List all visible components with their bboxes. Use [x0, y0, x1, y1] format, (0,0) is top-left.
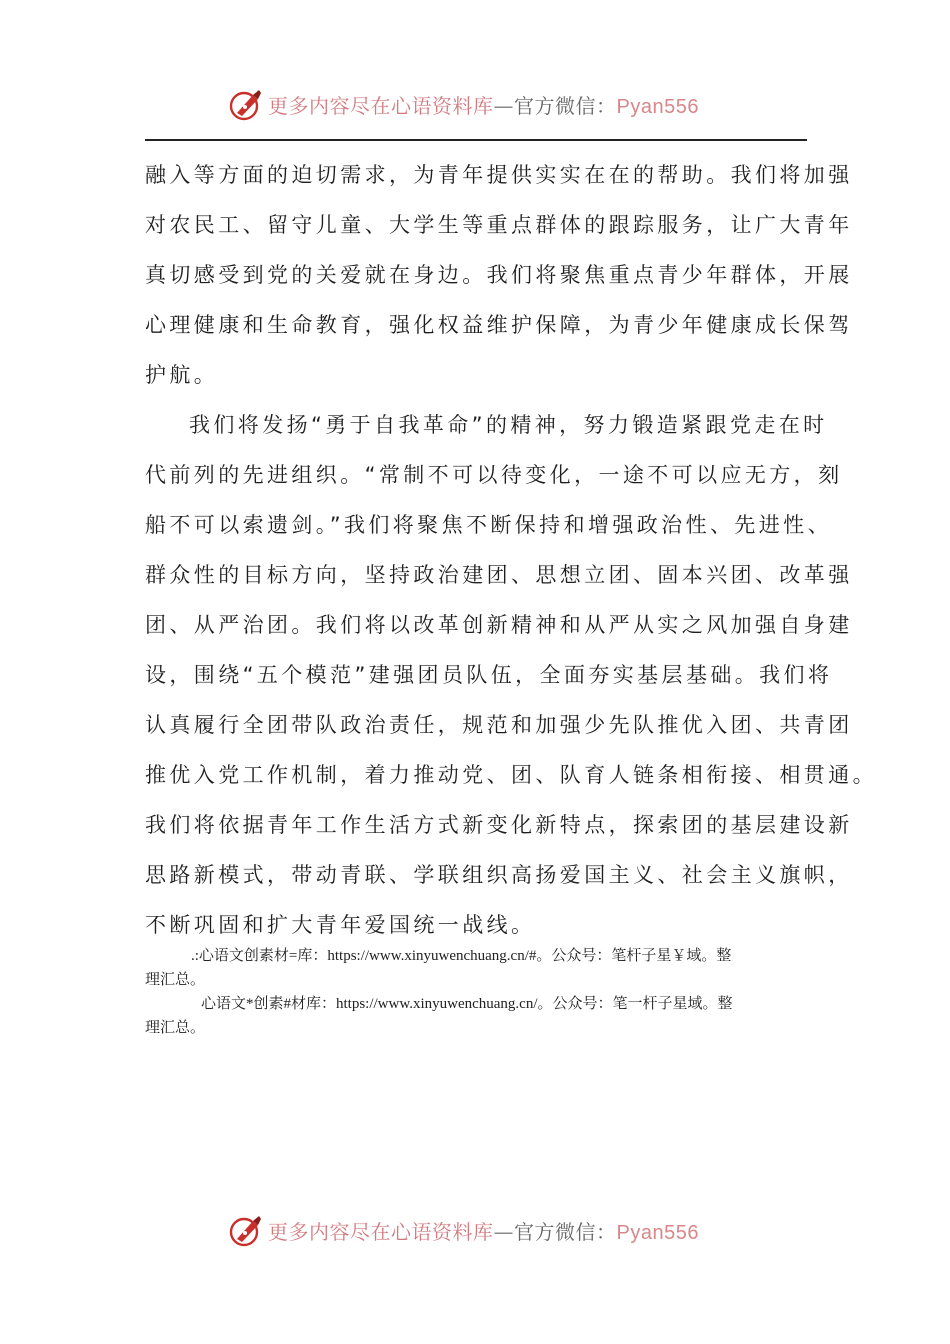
source-note-1-cont: 理汇总。	[145, 972, 206, 988]
source-note-2-cont: 理汇总。	[145, 1020, 206, 1036]
header-divider	[145, 139, 807, 141]
paragraph-line: 思路新模式，带动青联、学联组织高扬爱国主义、社会主义旗帜，	[145, 863, 853, 887]
banner-tagline: 更多内容尽在心语资料库	[268, 93, 494, 118]
paragraph-line: 团、从严治团。我们将以改革创新精神和从严从实之风加强自身建	[145, 613, 853, 637]
banner-wechat-label: 官方微信：	[514, 93, 617, 118]
source-note-1: .:心语文创素材=库：https://www.xinyuwenchuang.cn/#。公众号：笔杆子星￥域。整	[191, 948, 732, 964]
document-body	[145, 150, 877, 950]
header-banner-text	[268, 90, 699, 119]
banner-wechat-id: Pyan556	[616, 1221, 699, 1244]
footer-banner	[228, 1210, 699, 1250]
source-note-2: 心语文*创素#材库：https://www.xinyuwenchuang.cn/。公众号：笔一杆子星域。整	[201, 996, 733, 1012]
paragraph-line: 护航。	[145, 363, 219, 387]
paragraph-line: 我们将发扬“勇于自我革命”的精神，努力锻造紧跟党走在时	[189, 413, 828, 437]
paragraph-line: 代前列的先进组织。“常制不可以待变化，一途不可以应无方，刻	[145, 463, 843, 487]
paragraph-line: 融入等方面的迫切需求，为青年提供实实在在的帮助。我们将加强	[145, 163, 853, 187]
footer-banner-text	[268, 1216, 699, 1245]
banner-dash: —	[493, 1219, 514, 1244]
source-notes	[145, 944, 815, 1040]
banner-wechat-label: 官方微信：	[514, 1219, 617, 1244]
paragraph-line: 我们将依据青年工作生活方式新变化新特点，探索团的基层建设新	[145, 813, 853, 837]
banner-dash: —	[493, 93, 514, 118]
pen-nib-logo-icon	[228, 86, 264, 122]
paragraph-line: 推优入党工作机制，着力推动党、团、队育人链条相衔接、相贯通。	[145, 763, 877, 787]
paragraph-line: 对农民工、留守儿童、大学生等重点群体的跟踪服务，让广大青年	[145, 213, 853, 237]
paragraph-line: 设，围绕“五个模范”建强团员队伍，全面夯实基层基础。我们将	[145, 663, 833, 687]
paragraph-line: 真切感受到党的关爱就在身边。我们将聚焦重点青少年群体，开展	[145, 263, 853, 287]
paragraph-line: 认真履行全团带队政治责任，规范和加强少先队推优入团、共青团	[145, 713, 853, 737]
banner-tagline: 更多内容尽在心语资料库	[268, 1219, 494, 1244]
banner-wechat-id: Pyan556	[616, 95, 699, 118]
pen-nib-logo-icon	[228, 1212, 264, 1248]
header-banner	[228, 84, 699, 124]
paragraph-line: 不断巩固和扩大青年爱国统一战线。	[145, 913, 536, 937]
paragraph-line: 群众性的目标方向，坚持政治建团、思想立团、固本兴团、改革强	[145, 563, 853, 587]
paragraph-line: 心理健康和生命教育，强化权益维护保障，为青少年健康成长保驾	[145, 313, 853, 337]
paragraph-line: 船不可以索遗剑。”我们将聚焦不断保持和增强政治性、先进性、	[145, 513, 832, 537]
